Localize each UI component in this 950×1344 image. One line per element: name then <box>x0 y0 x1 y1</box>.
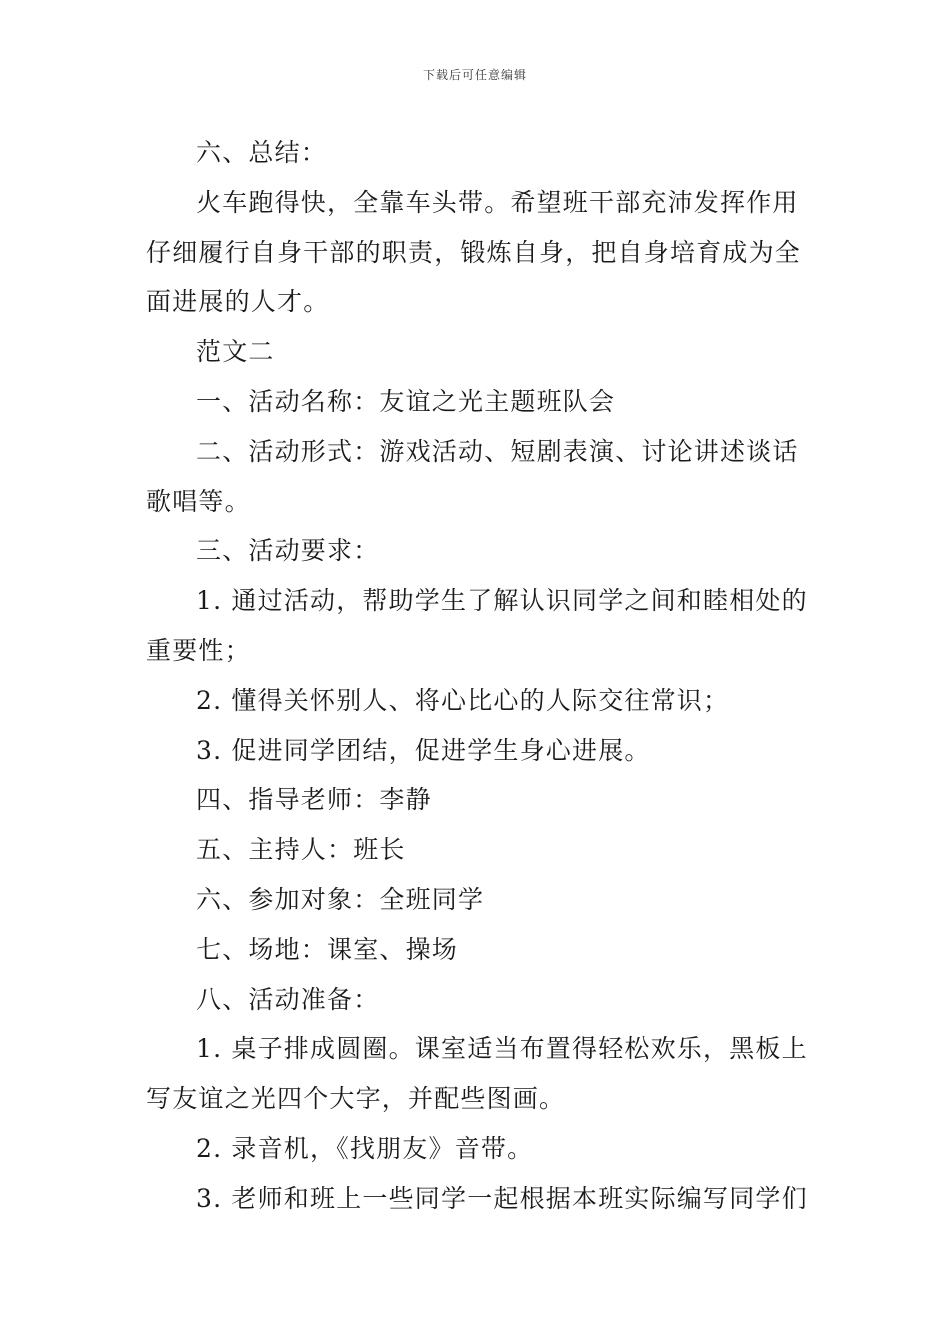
document-body <box>146 128 808 1224</box>
paragraph-instructor: 四、指导老师：李静 <box>196 785 432 815</box>
page-header: 下载后可任意编辑 <box>422 68 527 82</box>
paragraph-preparation-3: 3. 老师和班上一些同学一起根据本班实际编写同学们 <box>196 1183 808 1213</box>
paragraph-host: 五、主持人：班长 <box>196 835 406 865</box>
paragraph-preparation-heading: 八、活动准备： <box>196 984 380 1014</box>
paragraph-sample-two-title: 范文二 <box>196 337 275 367</box>
paragraph-venue: 七、场地：课室、操场 <box>196 934 459 964</box>
paragraph-activity-name: 一、活动名称：友谊之光主题班队会 <box>196 386 616 416</box>
paragraph-summary-text: 火车跑得快，全靠车头带。希望班干部充沛发挥作用仔细履行自身干部的职责，锻炼自身，把自身培育成为全面进展的人才。 <box>146 187 802 317</box>
paragraph-requirement-3: 3. 促进同学团结，促进学生身心进展。 <box>196 735 651 765</box>
paragraph-summary-heading: 六、总结： <box>196 138 328 167</box>
paragraph-requirement-1: 1. 通过活动，帮助学生了解认识同学之间和睦相处的重要性； <box>146 586 808 665</box>
paragraph-preparation-1: 1. 桌子排成圆圈。课室适当布置得轻松欢乐，黑板上写友谊之光四个大字，并配些图画。 <box>146 1034 808 1114</box>
paragraph-activity-form: 二、活动形式：游戏活动、短剧表演、讨论讲述谈话歌唱等。 <box>146 436 799 516</box>
paragraph-requirement-2: 2. 懂得关怀别人、将心比心的人际交往常识； <box>196 685 730 715</box>
paragraph-participants: 六、参加对象：全班同学 <box>196 884 485 914</box>
paragraph-preparation-2: 2. 录音机，《找朋友》音带。 <box>196 1133 534 1163</box>
paragraph-activity-requirements-heading: 三、活动要求： <box>196 536 380 566</box>
